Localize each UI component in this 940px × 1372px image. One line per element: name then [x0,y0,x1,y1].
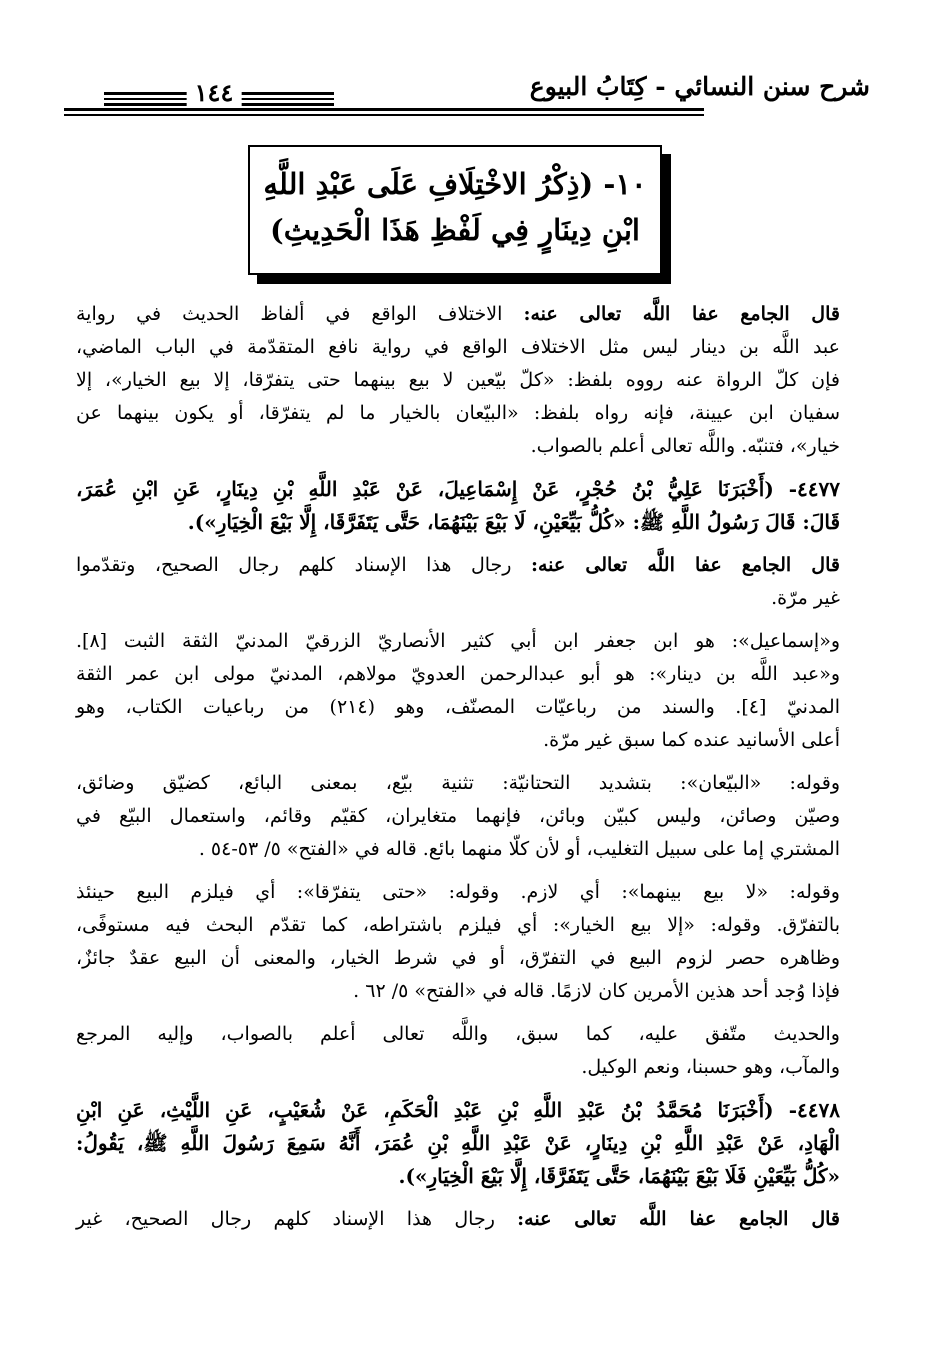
text-line: وظاهره حصر لزوم البيع في التفرّق، أو في شرط الخيار، والمعنى أن البيع عقدٌ جائزٌ، [76,947,840,969]
text-line: أعلى الأسانيد عنده كما سبق غير مرّة. [543,729,840,751]
page-header [64,64,876,120]
text-line: وقوله: «لا بيع بينهما»: أي لازم. وقوله: «حتى يتفرّقا»: أي فيلزم البيع حينئذ [76,881,840,903]
text-line: عبد اللَّه بن دينار ليس مثل الاختلاف الواقع في رواية نافع المتقدّمة في الباب الماضي، [76,336,840,358]
text-line [76,1203,840,1236]
text-span: الاختلاف الواقع في ألفاظ الحديث في رواية [76,303,524,325]
chapter-title-box [248,145,662,275]
chapter-title-line-1: ١٠- (ذِكْرُ الاخْتِلَافِ عَلَى عَبْدِ اللَّهِ [263,167,647,201]
chapter-title-line-2: ابْنِ دِينَارٍ فِي لَفْظِ هَذَا الْحَدِيثِ) [269,213,640,247]
hadith-line: قَالَ: قَالَ رَسُولُ اللَّهِ ﷺ: «كُلُّ بَيِّعَيْنِ، لَا بَيْعَ بَيْنَهُمَا، حَتَّى يَتَفَرَّقَا، إِلَّا بَيْعَ الْخِيَارِ»). [187,510,840,534]
commentary-paragraph-intro [76,298,840,463]
hadith-line: ٤٤٧٧- (أَخْبَرَنَا عَلِيُّ بْنُ حُجْرٍ، عَنْ إِسْمَاعِيلَ، عَنْ عَبْدِ اللَّهِ بْنِ دِينَارٍ، عَنِ ابْنِ عُمَرَ، [76,477,840,501]
text-line: خيار»، فتنبّه. واللَّه تعالى أعلم بالصواب. [530,435,840,457]
text-line: المدنيّ [٤]. والسند من رباعيّات المصنّف، وهو (٢١٤) من رباعيات الكتاب، وهو [76,696,840,718]
text-line: وقوله: «البيّعان»: بتشديد التحتانيّة: تثنية بيّع، بمعنى البائع، كضيّق وضائق، [76,772,840,794]
page-number: ١٤٤ [187,78,242,107]
page-body [76,298,840,1246]
text-line: فإن كلّ الرواة عنه رووه بلفظ: «كلّ بيّعين لا بيع بينهما حتى يتفرّقا، إلا بيع الخيار»، إلا [76,369,840,391]
commentator-lead: قال الجامع عفا اللَّه تعالى عنه: [530,554,840,576]
hadith-4478 [76,1094,840,1193]
explanation-paragraph-bayyian [76,767,840,866]
text-line [76,298,840,331]
hadith-4477 [76,473,840,539]
running-title: شرح سنن النسائي - كِتَابُ البيوع [529,72,870,101]
hadith-line: الْهَادِ، عَنْ عَبْدِ اللَّهِ بْنِ دِينَارٍ، عَنْ عَبْدِ اللَّهِ بْنِ عُمَرَ، أَنَّهُ سَمِعَ رَسُولَ اللَّهِ ﷺ، يَقُولُ: [76,1131,840,1155]
text-line: وصيّن وصائن، وليس كبيّن وبائن، فإنهما متغايران، كقيّم وقائم، واستعمال البيّع في [76,805,840,827]
hadith-line: ٤٤٧٨- (أَخْبَرَنَا مُحَمَّدُ بْنُ عَبْدِ اللَّهِ بْنِ عَبْدِ الْحَكَمِ، عَنْ شُعَيْبٍ، عَنِ اللَّيْثِ، عَنِ ابْنِ [76,1098,840,1122]
text-line: غير مرّة. [771,587,840,609]
closing-paragraph [76,1018,840,1084]
text-line: فإذا وُجد أحد هذين الأمرين كان لازمًا. قاله في «الفتح» ٥/ ٦٢ . [353,980,840,1002]
text-line: بالتفرّق. وقوله: «إلا بيع الخيار»: أي فيلزم باشتراطه، كما تقدّم البحث فيه مستوفًى، [76,914,840,936]
narrators-paragraph [76,625,840,757]
commentary-paragraph-isnad [76,549,840,615]
text-line: سفيان ابن عيينة، فإنه رواه بلفظ: «البيّعان بالخيار ما لم يتفرّقا، أو يكون بينهما عن [76,402,840,424]
header-rule-long-bottom [64,114,704,116]
commentator-lead: قال الجامع عفا اللَّه تعالى عنه: [523,303,840,325]
hadith-line: «كُلُّ بَيِّعَيْنِ فَلَا بَيْعَ بَيْنَهُمَا، حَتَّى يَتَفَرَّقَا، إِلَّا بَيْعَ الْخِيَارِ»). [398,1164,840,1188]
header-rule-long-top [64,108,704,111]
text-line [76,549,840,582]
text-line: والمآب، وهو حسبنا، ونعم الوكيل. [581,1056,840,1078]
text-span: رجال هذا الإسناد كلهم رجال الصحيح، وتقدّموا [76,554,531,576]
text-line: والحديث متّفق عليه، كما سبق، واللَّه تعالى أعلم بالصواب، وإليه المرجع [76,1023,840,1045]
commentary-paragraph-final [76,1203,840,1236]
text-line: المشتري إما على سبيل التغليب، أو لأن كلّا منهما بائع. قاله في «الفتح» ٥/ ٥٣-٥٤ . [198,838,840,860]
explanation-paragraph-khiyar [76,876,840,1008]
text-span: رجال هذا الإسناد كلهم رجال الصحيح، غير [76,1208,518,1230]
text-line: و«عبد اللَّه بن دينار»: هو أبو عبدالرحمن العدويّ مولاهم، المدنيّ مولى ابن عمر الثقة [76,663,840,685]
text-line: و«إسماعيل»: هو ابن جعفر ابن أبي كثير الأنصاريّ الزرقيّ المدنيّ الثقة الثبت [٨]. [76,630,840,652]
commentator-lead: قال الجامع عفا اللَّه تعالى عنه: [517,1208,840,1230]
